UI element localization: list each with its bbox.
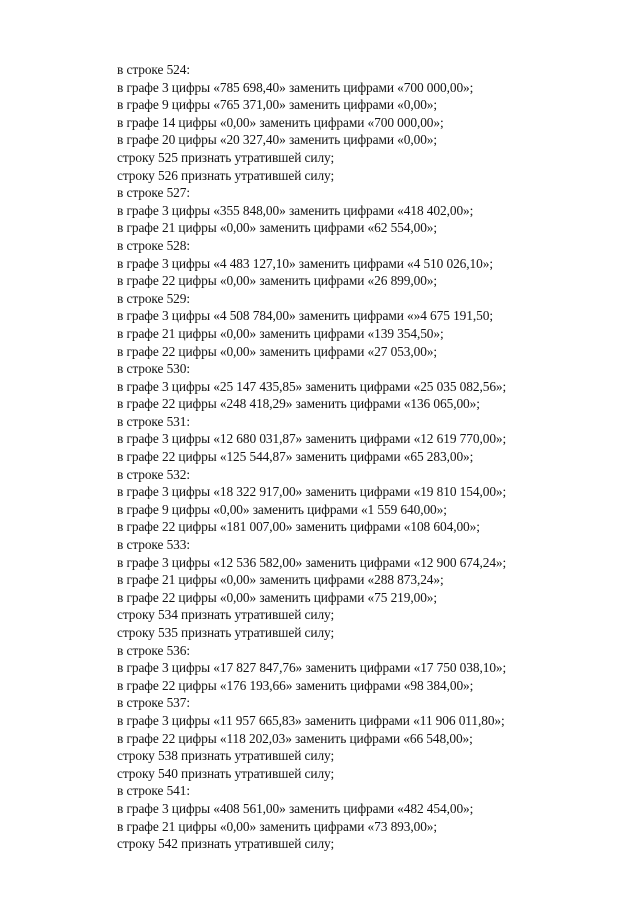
doc-line: в графе 20 цифры «20 327,40» заменить цифрами «0,00»; <box>117 132 438 148</box>
doc-line: в графе 3 цифры «17 827 847,76» заменить цифрами «17 750 038,10»; <box>117 660 507 676</box>
doc-line: в строке 536: <box>117 642 190 658</box>
doc-line: в графе 14 цифры «0,00» заменить цифрами «700 000,00»; <box>117 114 444 130</box>
doc-line: в графе 3 цифры «355 848,00» заменить цифрами «418 402,00»; <box>117 202 474 218</box>
doc-line: в графе 9 цифры «765 371,00» заменить цифрами «0,00»; <box>117 97 438 113</box>
doc-line: в строке 530: <box>117 361 190 377</box>
doc-line: в графе 21 цифры «0,00» заменить цифрами «62 554,00»; <box>117 220 438 236</box>
doc-line: в строке 537: <box>117 695 190 711</box>
doc-line: в графе 3 цифры «25 147 435,85» заменить цифрами «25 035 082,56»; <box>117 378 507 394</box>
doc-line: в графе 22 цифры «181 007,00» заменить цифрами «108 604,00»; <box>117 519 480 535</box>
doc-line: в графе 9 цифры «0,00» заменить цифрами «1 559 640,00»; <box>117 501 447 517</box>
doc-line: в строке 529: <box>117 290 190 306</box>
doc-line: строку 542 признать утратившей силу; <box>117 836 335 852</box>
doc-line: в строке 533: <box>117 537 190 553</box>
doc-line: в графе 22 цифры «0,00» заменить цифрами «26 899,00»; <box>117 273 438 289</box>
doc-line: в графе 22 цифры «0,00» заменить цифрами «27 053,00»; <box>117 343 438 359</box>
doc-line: в графе 22 цифры «176 193,66» заменить цифрами «98 384,00»; <box>117 677 474 693</box>
doc-line: в графе 21 цифры «0,00» заменить цифрами «73 893,00»; <box>117 818 438 834</box>
document-page <box>117 61 597 853</box>
doc-line: в графе 3 цифры «408 561,00» заменить цифрами «482 454,00»; <box>117 800 474 816</box>
doc-line: в графе 3 цифры «11 957 665,83» заменить цифрами «11 906 011,80»; <box>117 712 505 728</box>
doc-line: в строке 531: <box>117 413 190 429</box>
doc-line: в строке 532: <box>117 466 190 482</box>
doc-line: в графе 22 цифры «125 544,87» заменить цифрами «65 283,00»; <box>117 449 474 465</box>
doc-line: в графе 21 цифры «0,00» заменить цифрами «288 873,24»; <box>117 572 444 588</box>
doc-line: строку 526 признать утратившей силу; <box>117 167 335 183</box>
doc-line: в графе 22 цифры «0,00» заменить цифрами «75 219,00»; <box>117 589 438 605</box>
doc-line: в графе 3 цифры «4 483 127,10» заменить цифрами «4 510 026,10»; <box>117 255 493 271</box>
doc-line: строку 535 признать утратившей силу; <box>117 625 335 640</box>
doc-line: строку 534 признать утратившей силу; <box>117 607 335 623</box>
doc-line: в графе 3 цифры «4 508 784,00» заменить цифрами «»4 675 191,50; <box>117 308 493 324</box>
doc-line: строку 538 признать утратившей силу; <box>117 748 335 764</box>
doc-line: в графе 3 цифры «785 698,40» заменить цифрами «700 000,00»; <box>117 79 474 95</box>
doc-line: в строке 528: <box>117 237 190 253</box>
doc-line: в графе 22 цифры «118 202,03» заменить цифрами «66 548,00»; <box>117 730 473 746</box>
doc-line: в графе 3 цифры «12 680 031,87» заменить цифрами «12 619 770,00»; <box>117 431 507 447</box>
doc-line: в графе 21 цифры «0,00» заменить цифрами «139 354,50»; <box>117 325 444 341</box>
doc-line: в графе 22 цифры «248 418,29» заменить цифрами «136 065,00»; <box>117 396 480 412</box>
doc-line: в строке 527: <box>117 185 190 201</box>
doc-line: в строке 541: <box>117 783 190 799</box>
doc-line: строку 540 признать утратившей силу; <box>117 765 335 781</box>
doc-line: в строке 524: <box>117 62 190 77</box>
doc-line: строку 525 признать утратившей силу; <box>117 149 335 165</box>
doc-line: в графе 3 цифры «18 322 917,00» заменить цифрами «19 810 154,00»; <box>117 484 507 500</box>
doc-line: в графе 3 цифры «12 536 582,00» заменить цифрами «12 900 674,24»; <box>117 554 507 570</box>
